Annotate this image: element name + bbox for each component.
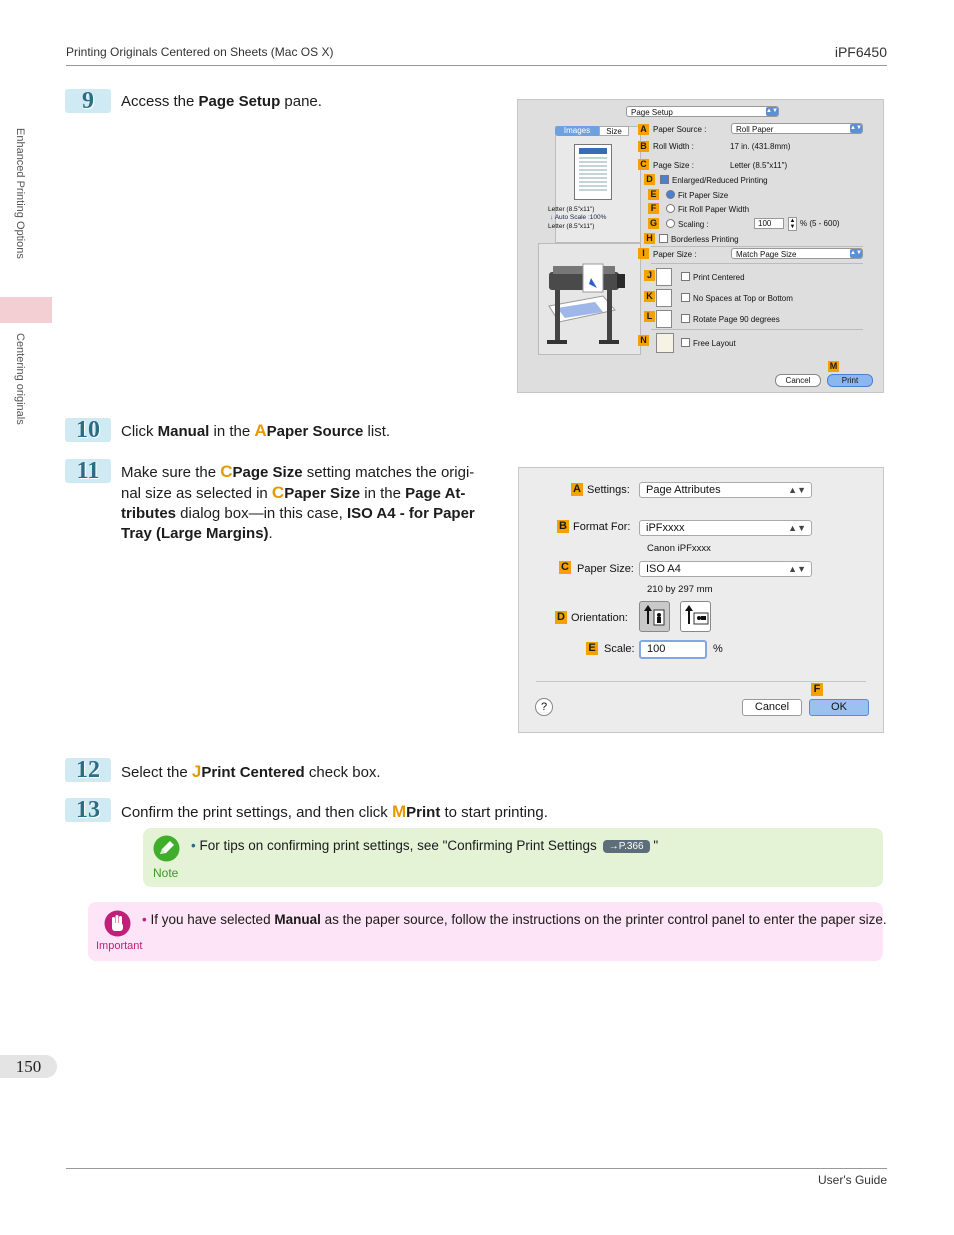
important-label: Important: [96, 940, 143, 952]
ok-button[interactable]: OK: [809, 699, 869, 716]
page-reference-link[interactable]: →P.366: [603, 840, 650, 853]
free-layout-icon: [656, 333, 674, 353]
page-attributes-screenshot: [518, 467, 884, 733]
landscape-icon: [681, 602, 710, 631]
landscape-orientation-button[interactable]: [680, 601, 711, 632]
callout-badge: E: [648, 189, 659, 200]
scaling-range: % (5 - 600): [800, 219, 840, 228]
fit-paper-size-radio[interactable]: Fit Paper Size: [666, 190, 728, 200]
step-number: 10: [65, 418, 111, 442]
rotate-page-layout-icon: [656, 310, 672, 328]
callout-badge: C: [559, 561, 571, 574]
callout-badge: L: [644, 311, 655, 322]
print-centered-layout-icon: [656, 268, 672, 286]
format-for-popup[interactable]: iPFxxxx ▲▼: [639, 520, 812, 536]
page-number: 150: [0, 1055, 57, 1078]
page-size-value: Letter (8.5"x11"): [730, 161, 788, 170]
large-format-printer-icon: [539, 244, 640, 354]
scale-label: Scale:: [604, 643, 635, 655]
roll-width-label: Roll Width :: [653, 142, 694, 151]
note-pencil-icon: [153, 835, 180, 862]
side-section-label: Centering originals: [14, 333, 26, 425]
callout-badge: J: [644, 270, 655, 281]
step-11-text: Make sure the CPage Size setting matches the origi- nal size as selected in CPaper Size in the Page At- tributes dialog box—in this case, ISO A4 - for Paper Tray (Large Margins).: [121, 462, 475, 542]
no-spaces-checkbox[interactable]: No Spaces at Top or Bottom: [681, 293, 793, 303]
step-13-text: Confirm the print settings, and then click MPrint to start printing.: [121, 802, 548, 821]
running-header-section: Printing Originals Centered on Sheets (Mac OS X): [66, 45, 334, 59]
callout-badge: C: [638, 159, 649, 170]
callout-badge: E: [586, 642, 598, 655]
note-box: [143, 828, 883, 887]
footer-guide-title: User's Guide: [818, 1173, 887, 1187]
paper-size-label: Paper Size :: [653, 250, 697, 259]
callout-badge: A: [638, 124, 649, 135]
format-for-subtext: Canon iPFxxxx: [647, 543, 711, 554]
step-number: 11: [65, 459, 111, 483]
page-preview-thumbnail: [574, 144, 612, 200]
paper-size-label: Paper Size:: [577, 563, 634, 575]
header-rule: [66, 65, 887, 66]
note-text: • For tips on confirming print settings, see "Confirming Print Settings →P.366 ": [191, 838, 659, 853]
settings-popup[interactable]: Page Attributes ▲▼: [639, 482, 812, 498]
preview-caption-source: Letter (8.5"x11"): [548, 206, 595, 213]
portrait-icon: [640, 602, 669, 631]
side-section-marker: [0, 297, 52, 323]
pane-popup[interactable]: Page Setup ▲▼: [626, 106, 779, 117]
print-centered-checkbox[interactable]: Print Centered: [681, 272, 745, 282]
help-icon[interactable]: ?: [535, 698, 553, 716]
free-layout-checkbox[interactable]: Free Layout: [681, 338, 736, 348]
step-12-text: Select the JPrint Centered check box.: [121, 762, 381, 781]
callout-badge: F: [811, 683, 823, 696]
important-hand-icon: [104, 910, 131, 937]
preview-caption-output: Letter (8.5"x11"): [548, 223, 595, 230]
cancel-button[interactable]: Cancel: [775, 374, 821, 387]
no-spaces-layout-icon: [656, 289, 672, 307]
callout-badge: B: [557, 520, 569, 533]
print-button[interactable]: Print: [827, 374, 873, 387]
paper-size-popup[interactable]: ISO A4 ▲▼: [639, 561, 812, 577]
callout-badge: I: [638, 248, 649, 259]
rotate-page-checkbox[interactable]: Rotate Page 90 degrees: [681, 314, 780, 324]
step-9-text: Access the Page Setup pane.: [121, 93, 322, 110]
tab-images[interactable]: Images: [555, 126, 599, 136]
paper-source-popup[interactable]: Roll Paper ▲▼: [731, 123, 863, 134]
page-setup-screenshot: [517, 99, 884, 393]
scaling-input[interactable]: 100: [754, 218, 784, 229]
arrow-down-icon: ↓: [550, 214, 554, 221]
scaling-stepper[interactable]: ▲ ▼: [789, 218, 796, 230]
scaling-radio[interactable]: Scaling :: [666, 219, 709, 229]
printer-illustration: [538, 243, 641, 355]
important-text: • If you have selected Manual as the paper source, follow the instructions on the printer control panel to enter the paper size.: [142, 912, 887, 927]
paper-source-label: Paper Source :: [653, 125, 707, 134]
paper-size-subtext: 210 by 297 mm: [647, 584, 713, 595]
callout-badge: G: [649, 218, 657, 228]
roll-width-value: 17 in. (431.8mm): [730, 142, 791, 151]
step-number: 13: [65, 798, 111, 822]
step-number: 12: [65, 758, 111, 782]
step-10-text: Click Manual in the APaper Source list.: [121, 421, 391, 440]
side-chapter-label: Enhanced Printing Options: [14, 128, 26, 259]
callout-badge: D: [644, 174, 655, 185]
callout-badge: H: [644, 233, 655, 244]
note-label: Note: [153, 866, 179, 880]
paper-size-popup[interactable]: Match Page Size ▲▼: [731, 248, 863, 259]
preview-caption-scale: ↓ Auto Scale :100%: [550, 214, 607, 221]
tab-size[interactable]: Size: [599, 126, 629, 136]
document-preview-icon: [575, 145, 611, 199]
footer-rule: [66, 1168, 887, 1169]
callout-badge: D: [555, 611, 567, 624]
callout-badge: K: [644, 291, 655, 302]
scale-unit: %: [713, 643, 723, 655]
enlarged-reduced-checkbox[interactable]: Enlarged/Reduced Printing: [660, 175, 768, 185]
important-box: [88, 902, 887, 961]
portrait-orientation-button[interactable]: [639, 601, 670, 632]
cancel-button[interactable]: Cancel: [742, 699, 802, 716]
callout-badge: N: [638, 335, 649, 346]
callout-badge: F: [648, 203, 659, 214]
fit-roll-width-radio[interactable]: Fit Roll Paper Width: [666, 204, 749, 214]
borderless-checkbox[interactable]: Borderless Printing: [659, 234, 739, 244]
callout-badge: M: [829, 361, 838, 371]
step-number: 9: [65, 89, 111, 113]
orientation-label: Orientation:: [571, 612, 628, 624]
callout-badge: B: [638, 141, 649, 152]
format-for-label: Format For:: [573, 521, 631, 533]
scale-input[interactable]: 100: [639, 640, 707, 659]
callout-badge: A: [571, 483, 583, 496]
page-size-label: Page Size :: [653, 161, 694, 170]
running-header-model: iPF6450: [834, 44, 887, 60]
settings-label: Settings:: [587, 484, 630, 496]
side-chapter-tab: [0, 120, 52, 296]
